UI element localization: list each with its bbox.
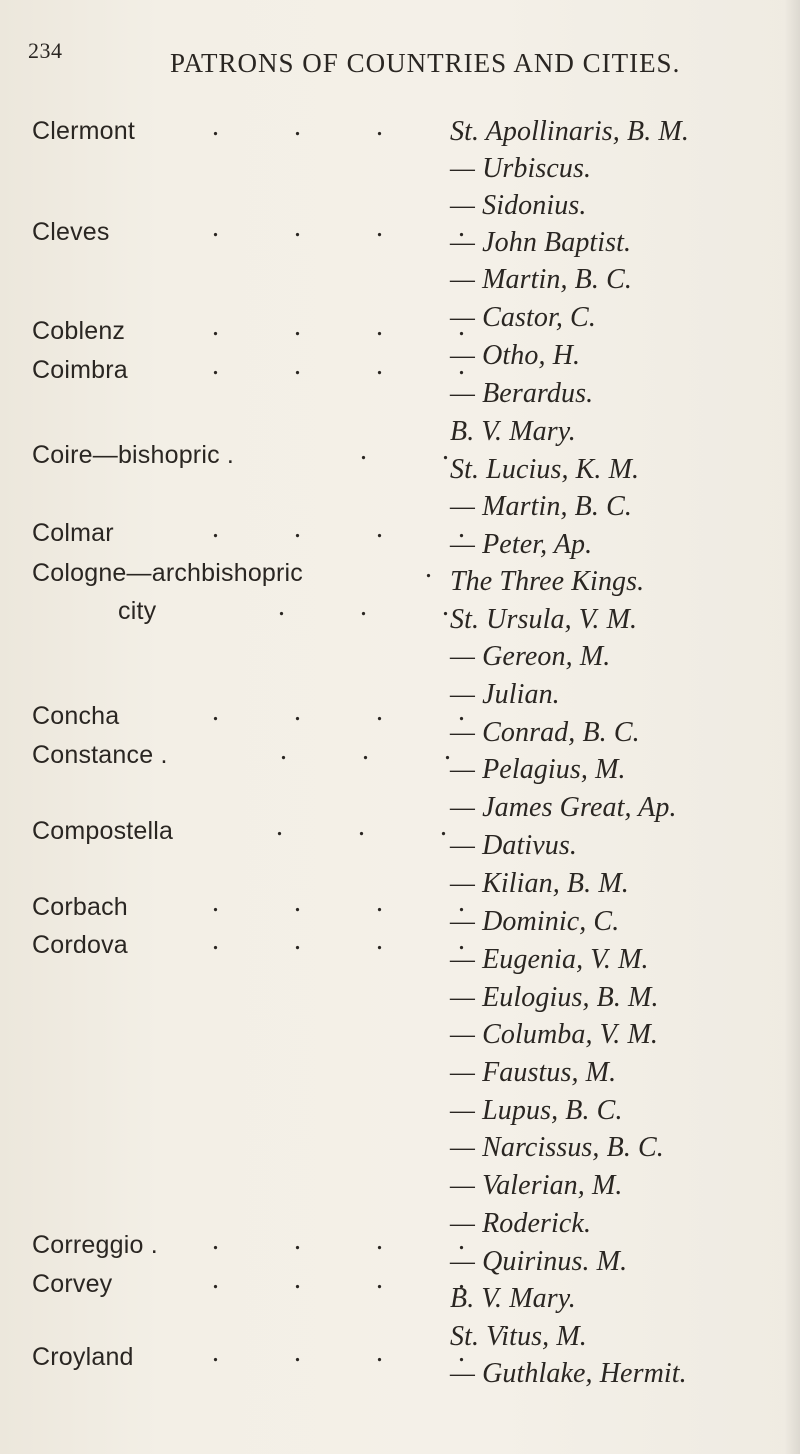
- place-cologne-city: city: [118, 597, 157, 625]
- dot-leader-coimbra: . . . .: [212, 350, 499, 381]
- saint-entry: St. Apollinaris, B. M.: [450, 116, 689, 147]
- saint-entry: — Otho, H.: [450, 340, 581, 371]
- saint-entry: — Gereon, M.: [450, 641, 611, 672]
- saint-entry: — James Great, Ap.: [450, 792, 677, 823]
- dot-leader-compostella: . . .: [276, 811, 481, 842]
- saint-entry: — Martin, B. C.: [450, 491, 632, 522]
- saint-entry: — Narcissus, B. C.: [450, 1132, 664, 1163]
- saint-entry: — Castor, C.: [450, 302, 596, 333]
- dot-leader-croyland: . . . .: [212, 1337, 499, 1368]
- saint-entry: — Lupus, B. C.: [450, 1095, 623, 1126]
- saint-entry: — Dativus.: [450, 830, 577, 861]
- dot-leader-clermont: . . . .: [212, 111, 499, 142]
- saint-entry: B. V. Mary.: [450, 416, 576, 447]
- place-cordova: Cordova: [32, 931, 128, 959]
- dot-leader-coblenz: . . . .: [212, 311, 499, 342]
- place-cologne: Cologne—archbishopric: [32, 559, 304, 587]
- saint-entry: — Pelagius, M.: [450, 754, 626, 785]
- saint-entry: St. Vitus, M.: [450, 1321, 587, 1352]
- running-head: PATRONS OF COUNTRIES AND CITIES.: [170, 48, 681, 78]
- dot-leader-coire: . .: [360, 435, 483, 466]
- dot-leader-constance: . . .: [280, 735, 485, 766]
- saint-entry: The Three Kings.: [450, 566, 645, 597]
- saint-entry: — Dominic, C.: [450, 906, 620, 937]
- saint-entry: — Quirinus. M.: [450, 1246, 628, 1277]
- place-compostella: Compostella: [32, 817, 174, 845]
- saint-entry: — Guthlake, Hermit.: [450, 1358, 687, 1389]
- page-edge-shadow: [784, 0, 800, 1454]
- dot-leader-colmar: . . . .: [212, 513, 499, 544]
- saint-entry: — Eulogius, B. M.: [450, 982, 659, 1013]
- saint-entry: — Martin, B. C.: [450, 264, 632, 295]
- saint-entry: St. Lucius, K. M.: [450, 454, 640, 485]
- place-coimbra: Coimbra: [32, 356, 128, 384]
- page-number: 234: [28, 38, 63, 63]
- saint-entry: — Kilian, B. M.: [450, 868, 629, 899]
- saint-entry: St. Ursula, V. M.: [450, 604, 638, 635]
- place-coblenz: Coblenz: [32, 317, 126, 345]
- place-corbach: Corbach: [32, 893, 128, 921]
- place-clermont: Clermont: [32, 117, 136, 145]
- saint-entry: — Valerian, M.: [450, 1170, 623, 1201]
- place-concha: Concha: [32, 702, 120, 730]
- dot-leader-cordova: . . . .: [212, 925, 499, 956]
- saint-entry: B. V. Mary.: [450, 1283, 576, 1314]
- saint-entry: — Urbiscus.: [450, 153, 592, 184]
- saint-entry: — Berardus.: [450, 378, 594, 409]
- saint-entry: — Faustus, M.: [450, 1057, 617, 1088]
- place-corvey: Corvey: [32, 1270, 113, 1298]
- place-coire: Coire—bishopric .: [32, 441, 235, 469]
- saint-entry: — Sidonius.: [450, 190, 587, 221]
- dot-leader-cologne: .: [425, 553, 466, 584]
- dot-leader-correggio: . . . .: [212, 1225, 499, 1256]
- saint-entry: — Columba, V. M.: [450, 1019, 658, 1050]
- dot-leader-cleves: . . . .: [212, 212, 499, 243]
- dot-leader-concha: . . . .: [212, 696, 499, 727]
- saint-entry: — Conrad, B. C.: [450, 717, 640, 748]
- place-correggio: Correggio .: [32, 1231, 158, 1259]
- saint-entry: — Peter, Ap.: [450, 529, 593, 560]
- saint-entry: — Roderick.: [450, 1208, 592, 1239]
- place-colmar: Colmar: [32, 519, 114, 547]
- saint-entry: — Julian.: [450, 679, 560, 710]
- dot-leader-corbach: . . . .: [212, 887, 499, 918]
- dot-leader-corvey: . . . .: [212, 1264, 499, 1295]
- saint-entry: — Eugenia, V. M.: [450, 944, 649, 975]
- place-croyland: Croyland: [32, 1343, 134, 1371]
- place-cleves: Cleves: [32, 218, 110, 246]
- saint-entry: — John Baptist.: [450, 227, 632, 258]
- dot-leader-city: . . .: [278, 591, 483, 622]
- place-constance: Constance .: [32, 741, 168, 769]
